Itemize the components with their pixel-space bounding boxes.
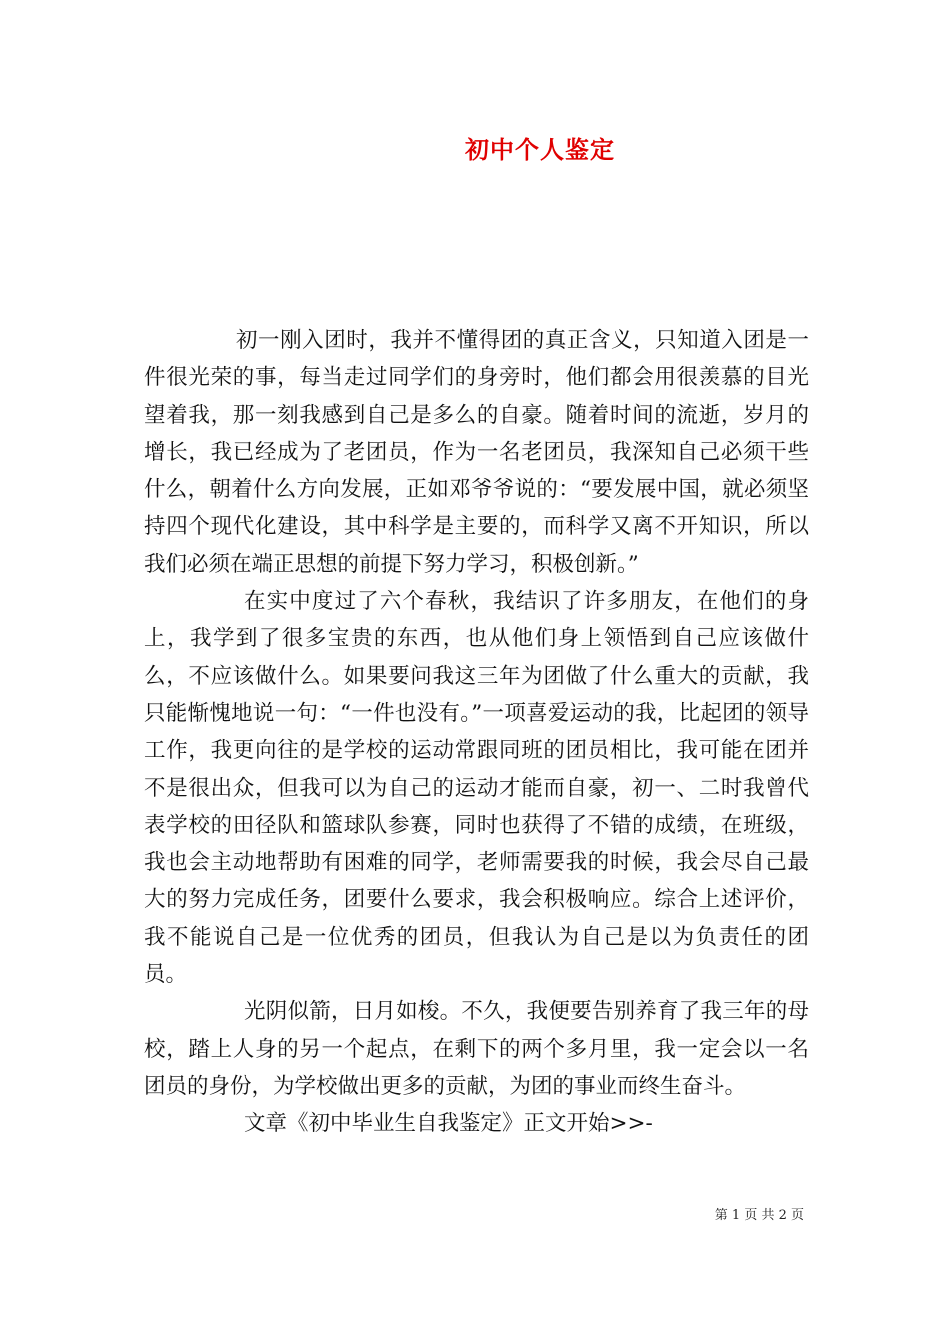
document-body bbox=[144, 322, 809, 1143]
page-number: 第 1 页 共 2 页 bbox=[714, 1208, 804, 1223]
paragraph-2: 在实中度过了六个春秋，我结识了许多朋友，在他们的身上，我学到了很多宝贵的东西，也从他们身上领悟到自己应该做什么，不应该做什么。如果要问我这三年为团做了什么重大的贡献，我只能惭愧地说一句：“一件也没有。”一项喜爱运动的我，比起团的领导工作，我更向往的是学校的运动常跟同班的团员相比，我可能在团并不是很出众，但我可以为自己的运动才能而自豪，初一、二时我曾代表学校的田径队和篮球队参赛，同时也获得了不错的成绩，在班级，我也会主动地帮助有困难的同学，老师需要我的时候，我会尽自己最大的努力完成任务，团要什么要求，我会积极响应。综合上述评价，我不能说自己是一位优秀的团员，但我认为自己是以为负责任的团员。 bbox=[144, 589, 809, 988]
paragraph-4: 文章《初中毕业生自我鉴定》正文开始>>- bbox=[244, 1111, 653, 1137]
document-title: 初中个人鉴定 bbox=[465, 135, 615, 164]
paragraph-3: 光阴似箭，日月如梭。不久，我便要告别养育了我三年的母校，踏上人身的另一个起点，在剩下的两个多月里，我一定会以一名团员的身份，为学校做出更多的贡献，为团的事业而终生奋斗。 bbox=[144, 999, 809, 1099]
paragraph-1: 初一刚入团时，我并不懂得团的真正含义，只知道入团是一件很光荣的事，每当走过同学们的身旁时，他们都会用很羡慕的目光望着我，那一刻我感到自己是多么的自豪。随着时间的流逝，岁月的增长，我已经成为了老团员，作为一名老团员，我深知自己必须干些什么，朝着什么方向发展，正如邓爷爷说的：“要发展中国，就必须坚持四个现代化建设，其中科学是主要的，而科学又离不开知识，所以我们必须在端正思想的前提下努力学习，积极创新。” bbox=[144, 328, 809, 577]
